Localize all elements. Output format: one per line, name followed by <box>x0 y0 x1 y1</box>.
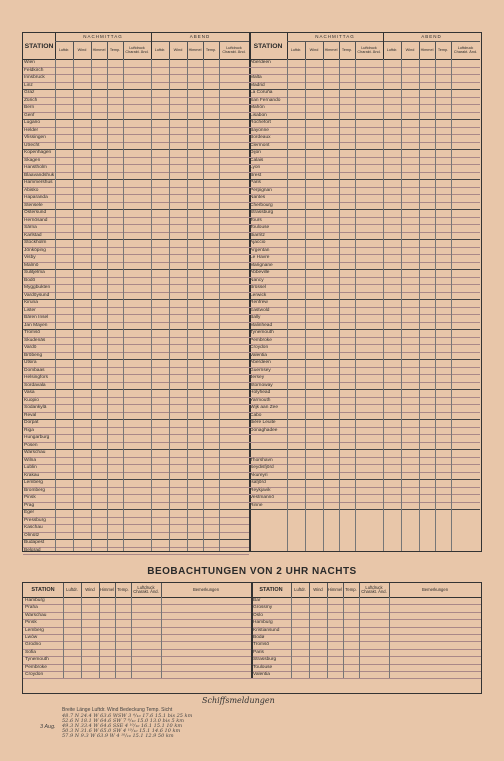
column-divider <box>389 597 390 678</box>
column-divider <box>323 59 324 551</box>
station-name: Marignane <box>250 262 273 268</box>
station-name: Sulitjelma <box>24 270 45 275</box>
evening-group: ABEND <box>151 33 249 42</box>
n-col-remarks-r: Bemerkungen <box>421 586 449 592</box>
night-station-left: Warschau <box>25 612 47 618</box>
column-divider <box>151 59 152 551</box>
column-divider <box>343 597 344 678</box>
left-rows <box>23 59 249 551</box>
col-wind: Wind <box>305 41 324 59</box>
col-sky-eve: Himmel <box>187 41 204 59</box>
night-observations <box>22 582 482 694</box>
station-name: Visby <box>24 255 36 260</box>
column-divider <box>115 597 116 678</box>
col-wind: Wind <box>73 41 92 59</box>
station-name: Croydon <box>250 345 269 350</box>
column-divider <box>287 59 288 551</box>
station-name: Bären Insel <box>24 315 49 320</box>
n-col-station: STATION <box>23 583 64 597</box>
station-name: Riga <box>24 427 34 433</box>
station-name: Krakau <box>24 472 40 478</box>
column-divider <box>63 597 64 678</box>
station-name: Dijon <box>250 150 261 155</box>
night-station-left: Lemberg <box>25 627 44 633</box>
station-name: Ajaccio <box>250 240 266 245</box>
ship-reports <box>22 694 482 738</box>
station-name: Tours <box>250 217 262 223</box>
station-name: Hanstholm <box>24 165 47 170</box>
column-divider <box>55 59 56 551</box>
station-name: Pembroke <box>250 337 272 343</box>
night-station-left: Praha <box>25 605 38 611</box>
afternoon-group: NACHMITTAG <box>55 33 152 42</box>
column-divider <box>131 597 132 678</box>
station-name: Feldkirch <box>24 67 44 73</box>
station-name: Jan Mayen <box>24 322 48 328</box>
n-col-temp-r: Temp. <box>343 583 360 597</box>
column-divider <box>73 59 74 551</box>
night-station-left: Tynemouth <box>25 657 49 663</box>
column-divider <box>251 597 253 678</box>
station-name: Brest <box>250 172 262 178</box>
col-temp: Temp. <box>339 41 356 59</box>
night-station-left: Pinsk <box>25 620 37 626</box>
station-name: Nancy <box>250 277 264 283</box>
ship-date: 3 Aug. <box>40 724 56 730</box>
station-name: Jersey <box>250 375 265 380</box>
station-name: Vardöysund <box>24 292 50 298</box>
station-name: Utrecht <box>24 142 40 148</box>
station-name: Abbeville <box>250 270 270 275</box>
station-name: Rinne <box>250 502 263 508</box>
station-name: Bally <box>250 315 261 320</box>
n-col-remarks: Bemerkungen <box>161 583 253 597</box>
station-name: Toulouse <box>250 225 270 230</box>
n-col-pressure-r: Luftdr. <box>291 583 310 597</box>
station-name: Vasa <box>24 390 35 395</box>
col-change: Luftdruck Charakt. Änd. <box>123 41 152 59</box>
column-divider <box>435 59 436 551</box>
night-station-right: Bar <box>253 598 261 603</box>
station-name: Cherbourg <box>250 202 273 208</box>
station-name: Bröbeng <box>24 352 43 358</box>
night-station-left: Grodno <box>25 642 41 648</box>
column-divider <box>203 59 204 551</box>
station-name: Vestmannö <box>250 495 275 500</box>
column-divider <box>91 59 92 551</box>
station-name: Lemberg <box>24 480 43 485</box>
column-divider <box>187 59 188 551</box>
station-name: Brüssel <box>250 285 266 290</box>
column-divider <box>107 59 108 551</box>
table-row <box>249 502 480 511</box>
station-name: Belgrad <box>24 547 41 553</box>
station-name: Prag <box>24 502 35 508</box>
night-station-left: Lwów <box>25 635 38 640</box>
column-divider <box>291 597 292 678</box>
n-col-station-r: STATION <box>251 583 292 597</box>
station-name: Wilna <box>24 457 36 463</box>
station-name: Madrid <box>250 82 265 88</box>
station-name: Cabo <box>250 412 262 418</box>
col-pressure-eve: Luftdr. <box>151 41 170 59</box>
left-section <box>23 33 251 551</box>
station-name: Le Havre <box>250 255 270 260</box>
column-divider <box>169 59 170 551</box>
night-station-left: Croydon <box>25 672 44 677</box>
n-col-sky: Himmel <box>99 583 116 597</box>
column-divider <box>451 59 452 551</box>
column-divider <box>219 59 220 551</box>
station-name: Sodankylä <box>24 405 47 410</box>
station-name: Thorshavn <box>250 457 273 463</box>
station-name: Holyhead <box>250 390 271 395</box>
station-name: Biarritz <box>250 232 265 238</box>
station-name: Bern <box>24 105 35 110</box>
column-divider <box>305 59 306 551</box>
station-name: Bromberg <box>24 487 46 493</box>
right-rows <box>249 59 480 551</box>
station-name: Abisko <box>24 187 39 193</box>
station-name: Eger <box>24 510 35 515</box>
station-name: Linz <box>24 82 33 88</box>
observation-sheet <box>22 32 482 552</box>
column-divider <box>401 59 402 551</box>
station-name: Bordeaux <box>250 135 271 140</box>
station-name: Stockholm <box>24 240 47 245</box>
station-name: Isafjörd <box>250 480 266 485</box>
station-name: Skagen <box>24 157 41 163</box>
night-station-right: Toulouse <box>253 664 273 670</box>
col-sky: Himmel <box>323 41 340 59</box>
station-header: STATION <box>249 33 288 59</box>
station-name: Malinhead <box>250 322 273 328</box>
ship-title: Schiffsmeldungen <box>202 696 275 705</box>
station-name: Perpignan <box>250 187 272 193</box>
col-sky: Himmel <box>91 41 108 59</box>
column-divider <box>309 597 310 678</box>
station-name: La Coruña <box>250 90 273 95</box>
ship-row: 49.3 N 33.4 W 64.6 SSE 4 ¹⁰/₁₀ 16.1 15.1 10 km <box>62 723 183 729</box>
n-col-sky-r: Himmel <box>327 583 344 597</box>
column-divider <box>355 59 356 551</box>
station-name: Lyon <box>250 165 261 170</box>
station-name: Renfrew <box>250 300 268 305</box>
column-divider <box>339 59 340 551</box>
right-header <box>249 33 480 60</box>
night-station-right: Bodø <box>253 635 265 640</box>
station-name: Pressburg <box>24 517 46 523</box>
col-sky-eve: Himmel <box>419 41 436 59</box>
section2-title: BEOBACHTUNGEN VON 2 UHR NACHTS <box>147 566 357 577</box>
ship-row: 52.6 N 18.1 W 64.6 SW 7 ⁸/₁₀ 15.0 13.0 bis 5 km <box>62 718 185 724</box>
col-pressure: Luftdr. <box>55 41 74 59</box>
station-name: Valentia <box>250 352 267 358</box>
station-name: Karlstad <box>24 232 42 238</box>
station-name: Malmö <box>24 262 39 268</box>
station-name: Rochefort <box>250 120 271 125</box>
col-wind-eve: Wind <box>401 41 420 59</box>
station-name: Innsbruck <box>24 75 45 80</box>
n-col-wind-r: Wind <box>309 583 328 597</box>
station-name: Helsingfors <box>24 375 48 380</box>
station-name: Kiruna <box>24 300 38 305</box>
station-header: STATION <box>23 33 56 59</box>
n-col-temp: Temp. <box>115 583 132 597</box>
station-name: Nantes <box>250 195 266 200</box>
col-pressure: Luftdr. <box>287 41 306 59</box>
station-name: Lerwick <box>250 292 267 298</box>
station-name: Hammershus <box>24 180 53 185</box>
station-name: Blaavandshuk <box>24 172 55 178</box>
night-station-left: Hamburg <box>25 598 45 603</box>
station-name: Guernsey <box>250 367 271 373</box>
station-name: Dorpat <box>24 420 39 425</box>
col-temp-eve: Temp. <box>435 41 452 59</box>
station-name: Hernösand <box>24 217 48 223</box>
n-col-change-r: Luftdruck Charakt. Änd. <box>359 583 390 597</box>
ship-headers: Breite Länge Luftdr. Wind Bedeckung Temp. Sicht <box>62 707 173 713</box>
station-name: Östersund <box>24 210 47 215</box>
station-name: Wien <box>24 60 35 65</box>
station-name: Warschau <box>24 450 46 455</box>
station-name: Malta <box>250 75 262 80</box>
column-divider <box>327 597 328 678</box>
station-name: Särna <box>24 225 37 230</box>
station-name: Clermont <box>250 142 270 148</box>
ship-row: 57.9 N 9.3 W 63.9 W 4 ¹⁰/₁₀ 15.1 12.9 50 km <box>62 733 174 739</box>
station-name: Olmütz <box>24 532 40 538</box>
station-name: Lisabon <box>250 112 267 118</box>
station-name: Stensele <box>24 202 43 208</box>
station-name: Utsira <box>24 360 37 365</box>
column-divider <box>81 597 82 678</box>
station-name: Bière Leuite <box>250 420 276 425</box>
station-name: Eastwold <box>250 307 270 313</box>
column-divider <box>123 59 124 551</box>
station-name: Posen <box>24 442 38 448</box>
station-name: Lublin <box>24 465 37 470</box>
station-name: San Fernando <box>250 97 281 103</box>
left-header <box>23 33 249 60</box>
evening-group: ABEND <box>383 33 480 42</box>
n-col-wind: Wind <box>81 583 100 597</box>
afternoon-group: NACHMITTAG <box>287 33 384 42</box>
col-pressure-eve: Luftdr. <box>383 41 402 59</box>
night-station-left: Pembroke <box>25 664 47 670</box>
station-name: Akureyri <box>250 472 268 478</box>
night-station-right: Valentia <box>253 672 270 677</box>
col-change: Luftdruck Charakt. Änd. <box>355 41 384 59</box>
station-name: Aberdeen <box>250 60 271 65</box>
station-name: Yarmouth <box>250 397 271 403</box>
station-name: Bodö <box>24 277 36 283</box>
station-name: Pinsk <box>24 495 36 500</box>
station-name: Zürich <box>24 97 38 103</box>
night-header <box>23 583 481 598</box>
col-temp-eve: Temp. <box>203 41 220 59</box>
right-section <box>249 33 480 551</box>
n-col-change: Luftdruck Charakt. Änd. <box>131 583 162 597</box>
station-name: Jönköping <box>24 247 46 253</box>
station-name: Argentan <box>250 247 270 253</box>
column-divider <box>359 597 360 678</box>
station-name: Tynemouth <box>250 330 274 335</box>
column-divider <box>419 59 420 551</box>
station-name: Budapest <box>24 540 45 545</box>
column-divider <box>99 597 100 678</box>
station-name: Hungarburg <box>24 435 50 440</box>
station-name: Helder <box>24 127 39 133</box>
station-name: Haparanda <box>24 195 48 200</box>
station-name: Stornoway <box>250 382 273 388</box>
station-name: Mahón <box>250 105 265 110</box>
station-name: Skudenäs <box>24 337 46 343</box>
night-station-right: Strassburg <box>253 657 277 663</box>
night-station-right: Paris <box>253 649 264 655</box>
column-divider <box>161 597 162 678</box>
station-name: Bayonne <box>250 127 269 133</box>
night-station-right: Hamburg <box>253 620 273 626</box>
station-name: Kopenhagen <box>24 150 52 155</box>
col-temp: Temp. <box>107 41 124 59</box>
ship-row: 50.3 N 31.6 W 65.0 SW 4 ¹⁰/₁₀ 15.1 14.6 10 km <box>62 728 181 734</box>
column-divider <box>383 59 384 551</box>
station-name: Reykjavik <box>250 487 271 493</box>
ship-row: 48.7 N 24.4 W 63.6 WSW 3 ⁴/₁₀ 17.6 15.1 bis 25 km <box>62 713 193 719</box>
station-name: Vardö <box>24 345 37 350</box>
station-name: Kaschau <box>24 525 43 530</box>
station-name: Wijk aan Zee <box>250 405 278 410</box>
station-name: Aberdeen <box>250 360 271 365</box>
station-name: Strassburg <box>250 210 274 215</box>
station-name: Calais <box>250 157 264 163</box>
station-name: Lister <box>24 307 36 313</box>
station-name: Sordavala <box>24 382 46 388</box>
station-name: Reval <box>24 412 37 418</box>
night-station-right: Grossmy <box>253 605 273 611</box>
n-col-pressure: Luftdr. <box>63 583 82 597</box>
col-wind-eve: Wind <box>169 41 188 59</box>
night-station-right: Oslo <box>253 612 263 618</box>
station-name: Graz <box>24 90 35 95</box>
station-name: Tromsö <box>24 330 41 335</box>
station-name: Lugano <box>24 120 41 125</box>
station-name: Paris <box>250 180 261 185</box>
night-station-left: Sofia <box>25 649 36 655</box>
station-name: Seydisfjörd <box>250 465 274 470</box>
station-name: Kuopio <box>24 397 39 403</box>
night-station-right: Tromsö <box>253 642 270 648</box>
station-name: Myggbukten <box>24 285 51 290</box>
station-name: Donaghadee <box>250 427 278 433</box>
col-change-eve: Luftdruck Charakt. Änd. <box>453 46 478 54</box>
night-station-right: Kristiansund <box>253 627 280 633</box>
station-name: Genf <box>24 112 35 118</box>
table-row <box>23 547 249 556</box>
station-name: Vlissingen <box>24 135 46 140</box>
col-change-eve: Luftdruck Charakt. Änd. <box>222 46 246 54</box>
station-name: Dombaas <box>24 367 45 373</box>
